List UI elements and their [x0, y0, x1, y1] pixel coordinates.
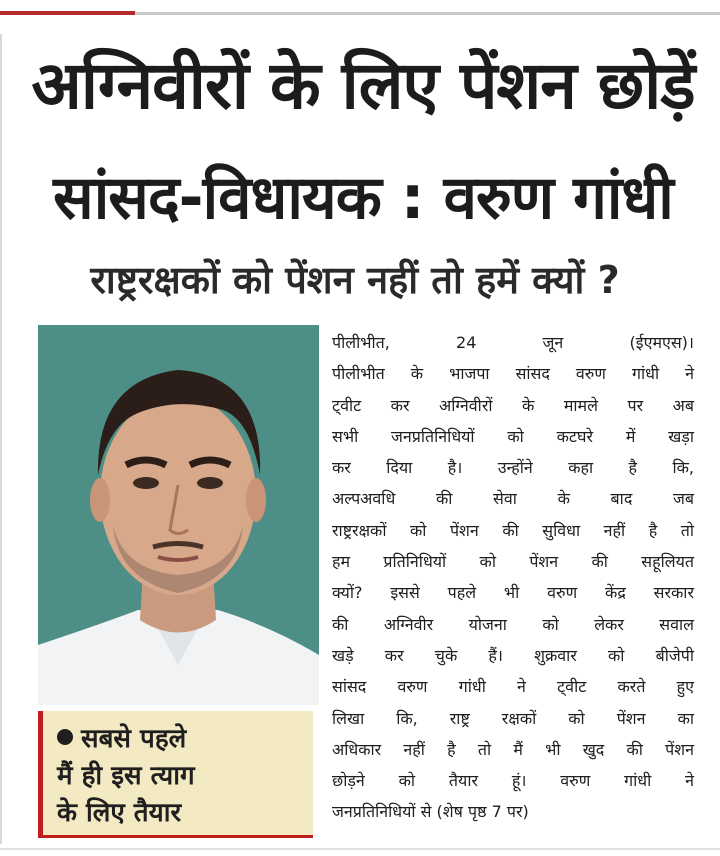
headline-line-1: अग्निवीरों के लिए पेंशन छोड़ें	[31, 47, 695, 124]
bullet-icon	[57, 729, 73, 745]
article-line: सभी जनप्रतिनिधियों को कटघरे में खड़ा	[332, 426, 694, 446]
pull-quote-text-1: सबसे पहले	[81, 724, 187, 754]
bottom-rule	[0, 848, 720, 850]
article-line: सांसद वरुण गांधी ने ट्वीट करते हुए	[332, 677, 694, 697]
portrait-photo	[38, 325, 319, 705]
article-line: राष्ट्ररक्षकों को पेंशन की सुविधा नहीं है तो	[332, 520, 694, 540]
article-line: पीलीभीत के भाजपा सांसद वरुण गांधी ने	[332, 364, 694, 384]
top-rule-accent	[0, 11, 135, 15]
article-line: क्यों? इससे पहले भी वरुण केंद्र सरकार	[332, 583, 694, 603]
article-continuation-line: जनप्रतिनिधियों से (शेष पृष्ठ 7 पर)	[332, 802, 529, 822]
article-line: छोड़ने को तैयार हूं। वरुण गांधी ने	[332, 771, 694, 791]
pull-quote-line-3: के लिए तैयार	[57, 798, 182, 828]
pull-quote-line-1	[57, 721, 307, 758]
article-line: अल्पअवधि की सेवा के बाद जब	[332, 489, 694, 509]
article-line: कर दिया है। उन्होंने कहा है कि,	[332, 458, 694, 478]
article-line: की अग्निवीर योजना को लेकर सवाल	[332, 614, 694, 634]
portrait-illustration	[38, 325, 319, 705]
article-line: लिखा कि, राष्ट्र रक्षकों को पेंशन का	[332, 708, 694, 728]
article-line: ट्वीट कर अग्निवीरों के मामले पर अब	[332, 395, 694, 415]
article-body	[332, 327, 694, 828]
article-line: खड़े कर चुके हैं। शुक्रवार को बीजेपी	[332, 645, 694, 665]
article-line: अधिकार नहीं है तो मैं भी खुद की पेंशन	[332, 739, 694, 759]
column-bracket	[0, 34, 12, 844]
pull-quote-line-2: मैं ही इस त्याग	[57, 761, 195, 791]
subheadline: राष्ट्ररक्षकों को पेंशन नहीं तो हमें क्यों ?	[90, 258, 620, 302]
pull-quote-box	[38, 711, 313, 838]
article-line: हम प्रतिनिधियों को पेंशन की सहूलियत	[332, 552, 694, 572]
headline-line-2: सांसद-विधायक : वरुण गांधी	[53, 163, 673, 233]
article-line: पीलीभीत, 24 जून (ईएमएस)।	[332, 333, 694, 352]
